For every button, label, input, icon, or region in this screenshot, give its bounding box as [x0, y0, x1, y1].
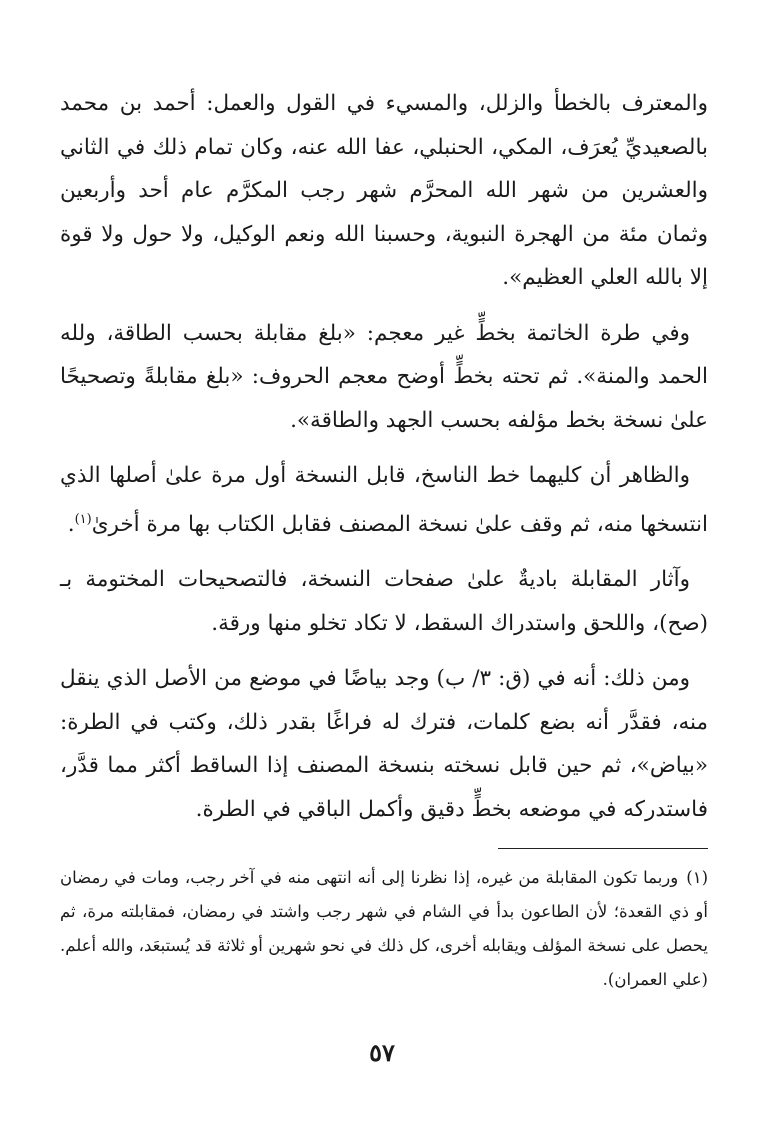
- paragraph-blank-example: ومن ذلك: أنه في (ق: ٣/ ب) وجد بياضًا في موضع من الأصل الذي ينقل منه، فقدَّر أنه بضع كلمات، فترك له فراغًا بقدر ذلك، وكتب في الطرة: «بياض»، ثم حين قابل نسخته بنسخة المصنف إذا الساقط أكثر مما قدَّر، فاستدركه في موضعه بخطٍّ دقيق وأكمل الباقي في الطرة.: [60, 666, 708, 822]
- footnote-text: وربما تكون المقابلة من غيره، إذا نظرنا إلى أنه انتهى منه في آخر رجب، ومات في رمضان أو ذي القعدة؛ لأن الطاعون بدأ في الشام في شهر رجب واشتد في رمضان، فمقابلته مرة، ثم يحصل على نسخة المؤلف ويقابله أخرى، كل ذلك في نحو شهرين أو ثلاثة قد يُستبعَد، والله أعلم. (علي العمران).: [60, 868, 708, 989]
- paragraph-collation-traces: وآثار المقابلة باديةٌ علىٰ صفحات النسخة، فالتصحيحات المختومة بـ (صح)، واللحق واستدراك السقط، لا تكاد تخلو منها ورقة.: [60, 567, 708, 636]
- paragraph-colophon-end: والمعترف بالخطأ والزلل، والمسيء في القول والعمل: أحمد بن محمد بالصعيديِّ يُعرَف، المكي، الحنبلي، عفا الله عنه، وكان تمام ذلك في الثاني والعشرين من شهر الله المحرَّم شهر رجب المكرَّم عام أحد وأربعين وثمان مئة من الهجرة النبوية، وحسبنا الله ونعم الوكيل، ولا حول ولا قوة إلا بالله العلي العظيم».: [60, 91, 708, 290]
- footnotes: [60, 848, 708, 997]
- paragraph-margin-notes: وفي طرة الخاتمة بخطٍّ غير معجم: «بلغ مقابلة بحسب الطاقة، ولله الحمد والمنة». ثم تحته بخطٍّ أوضح معجم الحروف: «بلغ مقابلةً وتصحيحًا علىٰ نسخة بخط مؤلفه بحسب الجهد والطاقة».: [60, 320, 708, 433]
- footnote-marker: (١): [686, 868, 708, 887]
- main-text: [60, 82, 708, 843]
- paragraph-copyist-hand: والظاهر أن كليهما خط الناسخ، قابل النسخة أول مرة علىٰ أصلها الذي انتسخها منه، ثم وقف علىٰ نسخة المصنف فقابل الكتاب بها مرة أخرىٰ$^{(١)}$.: [60, 463, 708, 537]
- footnote-1: [60, 861, 708, 997]
- paragraph-copyist-hand-text: والظاهر أن كليهما خط الناسخ، قابل النسخة أول مرة علىٰ أصلها الذي انتسخها منه، ثم وقف علىٰ نسخة المصنف فقابل الكتاب بها مرة أخرىٰ: [60, 463, 708, 537]
- footnote-divider: [498, 848, 708, 849]
- footnote-reference: (١): [74, 511, 92, 527]
- page-number: ٥٧: [369, 1038, 395, 1067]
